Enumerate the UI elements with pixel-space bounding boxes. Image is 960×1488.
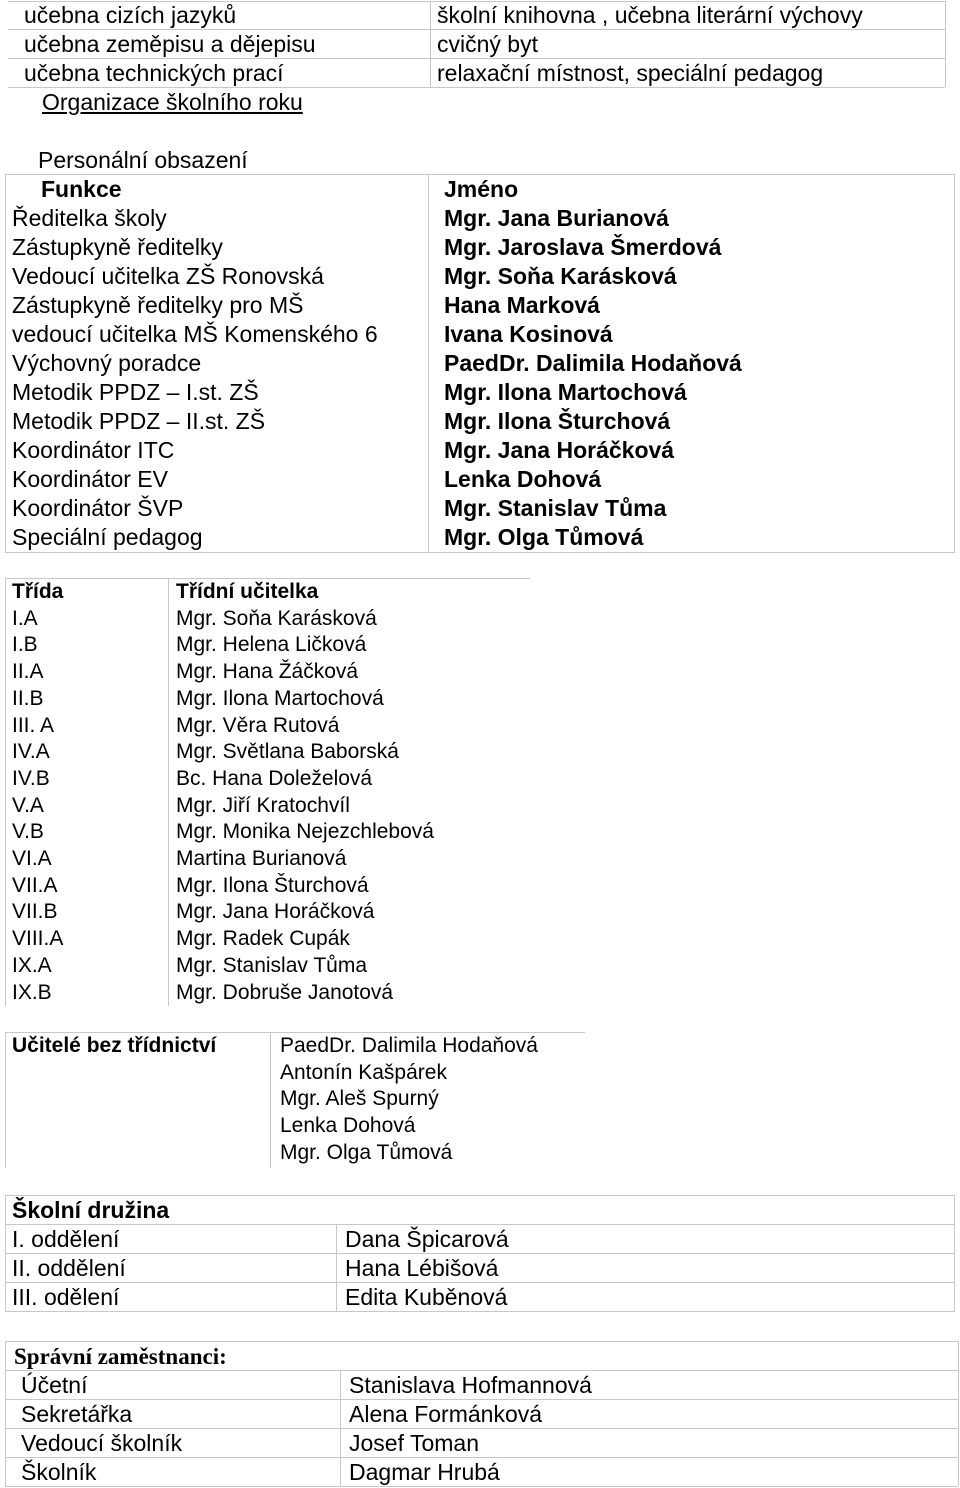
personal-jmeno: Mgr. Jaroslava Šmerdová bbox=[444, 234, 722, 260]
trida-name: IV.B bbox=[12, 766, 50, 790]
trida-ucitelka: Mgr. Světlana Baborská bbox=[176, 740, 399, 764]
personal-funkce: Zástupkyně ředitelky bbox=[12, 234, 223, 260]
personal-funkce: vedoucí učitelka MŠ Komenského 6 bbox=[12, 321, 378, 347]
personal-jmeno: Mgr. Jana Burianová bbox=[444, 205, 669, 231]
teacher-name: Antonín Kašpárek bbox=[280, 1060, 447, 1084]
room-item: učebna cizích jazyků bbox=[24, 2, 237, 28]
personal-funkce: Koordinátor EV bbox=[12, 466, 168, 492]
spravni-jmeno: Stanislava Hofmannová bbox=[349, 1372, 592, 1398]
personal-funkce: Metodik PPDZ – I.st. ZŠ bbox=[12, 379, 259, 405]
druzina-oddeleni: III. odělení bbox=[12, 1284, 120, 1310]
spravni-funkce: Školník bbox=[21, 1459, 97, 1485]
personal-jmeno: PaedDr. Dalimila Hodaňová bbox=[444, 350, 742, 376]
personal-jmeno: Mgr. Soňa Karásková bbox=[444, 263, 677, 289]
trida-ucitelka: Mgr. Soňa Karásková bbox=[176, 606, 377, 630]
personal-jmeno: Mgr. Ilona Šturchová bbox=[444, 408, 671, 434]
trida-name: I.B bbox=[12, 633, 38, 657]
spravni-funkce: Účetní bbox=[21, 1372, 88, 1398]
teacher-name: PaedDr. Dalimila Hodaňová bbox=[280, 1034, 538, 1057]
spravni-jmeno: Josef Toman bbox=[349, 1430, 479, 1456]
personal-jmeno: Mgr. Jana Horáčková bbox=[444, 437, 675, 463]
trida-ucitelka: Mgr. Stanislav Tůma bbox=[176, 953, 368, 977]
personal-heading: Personální obsazení bbox=[38, 147, 248, 173]
bez-tridnictvi-label: Učitelé bez třídnictví bbox=[12, 1034, 217, 1057]
trida-ucitelka: Mgr. Monika Nejezchlebová bbox=[176, 820, 434, 844]
spravni-jmeno: Dagmar Hrubá bbox=[349, 1459, 500, 1485]
trida-name: IX.A bbox=[12, 953, 52, 977]
trida-name: IX.B bbox=[12, 980, 52, 1004]
personal-jmeno: Ivana Kosinová bbox=[444, 321, 613, 347]
room-item: relaxační místnost, speciální pedagog bbox=[437, 60, 824, 86]
personal-funkce: Ředitelka školy bbox=[12, 205, 167, 231]
trida-ucitelka: Mgr. Ilona Šturchová bbox=[176, 873, 369, 897]
trida-ucitelka: Mgr. Radek Cupák bbox=[176, 927, 350, 951]
spravni-heading: Správní zaměstnanci: bbox=[14, 1344, 227, 1369]
trida-ucitelka: Mgr. Věra Rutová bbox=[176, 713, 340, 737]
personal-funkce: Výchovný poradce bbox=[12, 350, 202, 376]
personal-funkce: Metodik PPDZ – II.st. ZŠ bbox=[12, 408, 266, 434]
trida-name: VIII.A bbox=[12, 927, 64, 951]
col-jmeno-header: Jméno bbox=[444, 176, 519, 202]
personal-jmeno: Mgr. Olga Tůmová bbox=[444, 524, 644, 550]
trida-name: III. A bbox=[12, 713, 55, 737]
druzina-jmeno: Edita Kuběnová bbox=[345, 1284, 508, 1310]
trida-name: VII.A bbox=[12, 873, 58, 897]
personal-funkce: Koordinátor ŠVP bbox=[12, 495, 184, 521]
trida-name: V.A bbox=[12, 793, 44, 817]
trida-ucitelka: Mgr. Dobruše Janotová bbox=[176, 980, 394, 1004]
personal-jmeno: Mgr. Ilona Martochová bbox=[444, 379, 687, 405]
personal-jmeno: Hana Marková bbox=[444, 292, 600, 318]
trida-ucitelka: Mgr. Helena Ličková bbox=[176, 633, 367, 657]
druzina-heading: Školní družina bbox=[12, 1197, 170, 1223]
trida-name: IV.A bbox=[12, 740, 50, 764]
druzina-jmeno: Hana Lébišová bbox=[345, 1255, 499, 1281]
trida-ucitelka: Martina Burianová bbox=[176, 847, 347, 871]
organizace-heading: Organizace školního roku bbox=[42, 89, 303, 115]
room-item: školní knihovna , učebna literární výchovy bbox=[437, 2, 863, 28]
trida-name: V.B bbox=[12, 820, 44, 844]
personal-funkce: Zástupkyně ředitelky pro MŠ bbox=[12, 292, 304, 318]
trida-ucitelka: Mgr. Jana Horáčková bbox=[176, 900, 375, 924]
personal-funkce: Vedoucí učitelka ZŠ Ronovská bbox=[12, 263, 324, 289]
trida-ucitelka: Mgr. Ilona Martochová bbox=[176, 686, 384, 710]
druzina-oddeleni: II. oddělení bbox=[12, 1255, 126, 1281]
teacher-name: Mgr. Olga Tůmová bbox=[280, 1140, 453, 1164]
trida-name: II.A bbox=[12, 660, 44, 684]
trida-ucitelka: Bc. Hana Doleželová bbox=[176, 766, 373, 790]
spravni-funkce: Vedoucí školník bbox=[21, 1430, 183, 1456]
trida-name: VI.A bbox=[12, 847, 52, 871]
trida-name: II.B bbox=[12, 686, 44, 710]
personal-jmeno: Mgr. Stanislav Tůma bbox=[444, 495, 667, 521]
room-item: učebna technických prací bbox=[24, 60, 284, 86]
col-trida-header: Třída bbox=[12, 580, 64, 603]
personal-funkce: Koordinátor ITC bbox=[12, 437, 175, 463]
room-item: učebna zeměpisu a dějepisu bbox=[24, 31, 316, 57]
col-ucitelka-header: Třídní učitelka bbox=[176, 580, 319, 603]
trida-ucitelka: Mgr. Hana Žáčková bbox=[176, 660, 359, 684]
personal-funkce: Speciální pedagog bbox=[12, 524, 203, 550]
spravni-jmeno: Alena Formánková bbox=[349, 1401, 543, 1427]
spravni-funkce: Sekretářka bbox=[21, 1401, 133, 1427]
druzina-oddeleni: I. oddělení bbox=[12, 1226, 120, 1252]
personal-jmeno: Lenka Dohová bbox=[444, 466, 602, 492]
teacher-name: Mgr. Aleš Spurný bbox=[280, 1087, 439, 1111]
col-funkce-header: Funkce bbox=[41, 176, 122, 202]
druzina-jmeno: Dana Špicarová bbox=[345, 1226, 509, 1252]
teacher-name: Lenka Dohová bbox=[280, 1114, 416, 1138]
trida-name: I.A bbox=[12, 606, 38, 630]
trida-name: VII.B bbox=[12, 900, 58, 924]
trida-ucitelka: Mgr. Jiří Kratochvíl bbox=[176, 793, 350, 817]
room-item: cvičný byt bbox=[437, 31, 538, 57]
